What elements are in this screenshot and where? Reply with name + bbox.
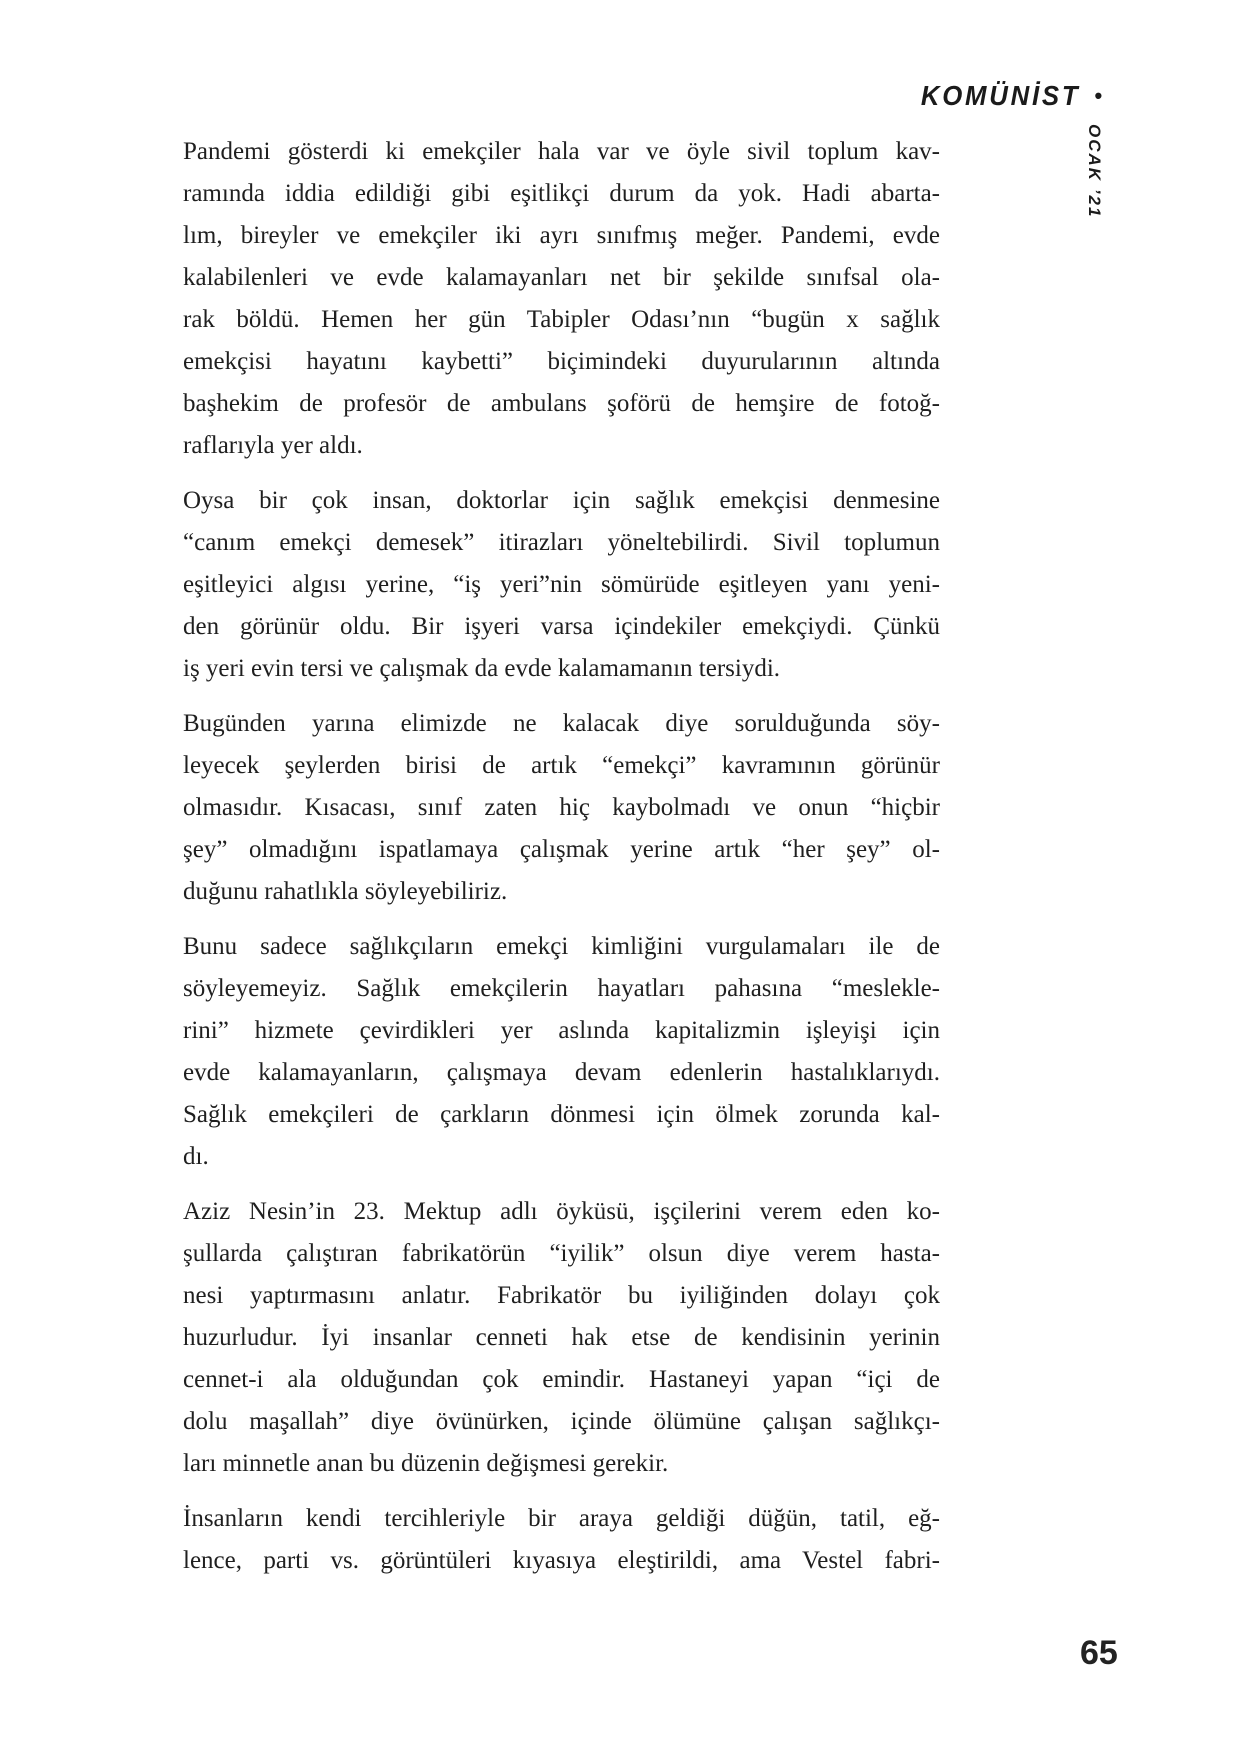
text-line: duğunu rahatlıkla söyleyebiliriz. (183, 878, 508, 905)
paragraph (183, 926, 940, 1178)
text-line: lım, bireyler ve emekçiler iki ayrı sınıfmış meğer. Pandemi, evde (183, 222, 940, 249)
text-line: leyecek şeylerden birisi de artık “emekçi” kavramının görünür (183, 752, 940, 779)
text-line: ları minnetle anan bu düzenin değişmesi gerekir. (183, 1450, 669, 1477)
text-line: eşitleyici algısı yerine, “iş yeri”nin sömürüde eşitleyen yanı yeni- (183, 571, 940, 598)
text-line: kalabilenleri ve evde kalamayanları net bir şekilde sınıfsal ola- (183, 264, 940, 291)
text-line: cennet-i ala olduğundan çok emindir. Hastaneyi yapan “içi de (183, 1366, 940, 1393)
text-line: emekçisi hayatını kaybetti” biçimindeki duyurularının altında (183, 348, 940, 375)
running-head (907, 80, 1102, 112)
paragraph (183, 131, 940, 467)
text-line: rak böldü. Hemen her gün Tabipler Odası’nın “bugün x sağlık (183, 306, 940, 333)
paragraph (183, 1498, 940, 1582)
text-line: İnsanların kendi tercihleriyle bir araya geldiği düğün, tatil, eğ- (183, 1505, 940, 1532)
text-line: iş yeri evin tersi ve çalışmak da evde kalamamanın tersiydi. (183, 655, 781, 682)
paragraph (183, 703, 940, 913)
text-line: dı. (183, 1143, 209, 1170)
text-line: dolu maşallah” diye övünürken, içinde ölümüne çalışan sağlıkçı- (183, 1408, 940, 1435)
paragraph (183, 480, 940, 690)
text-line: Bunu sadece sağlıkçıların emekçi kimliğini vurgulamaları ile de (183, 933, 940, 960)
text-line: den görünür oldu. Bir işyeri varsa içindekiler emekçiydi. Çünkü (183, 613, 940, 640)
page-number: 65 (1080, 1634, 1118, 1672)
text-line: huzurludur. İyi insanlar cenneti hak etse de kendisinin yerinin (183, 1324, 940, 1351)
text-line: söyleyemeyiz. Sağlık emekçilerin hayatları pahasına “meslekle- (183, 975, 940, 1002)
text-line: Aziz Nesin’in 23. Mektup adlı öyküsü, işçilerini verem eden ko- (183, 1198, 940, 1225)
article-body (183, 131, 940, 1595)
text-line: raflarıyla yer aldı. (183, 432, 363, 459)
text-line: lence, parti vs. görüntüleri kıyasıya eleştirildi, ama Vestel fabri- (183, 1547, 940, 1574)
text-line: şey” olmadığını ispatlamaya çalışmak yerine artık “her şey” ol- (183, 836, 940, 863)
text-line: olmasıdır. Kısacası, sınıf zaten hiç kaybolmadı ve onun “hiçbir (183, 794, 940, 821)
text-line: Bugünden yarına elimizde ne kalacak diye sorulduğunda söy- (183, 710, 940, 737)
text-line: ramında iddia edildiği gibi eşitlikçi durum da yok. Hadi abarta- (183, 180, 940, 207)
text-line: “canım emekçi demesek” itirazları yöneltebilirdi. Sivil toplumun (183, 529, 940, 556)
bullet-icon: • (1094, 83, 1102, 108)
text-line: evde kalamayanların, çalışmaya devam edenlerin hastalıklarıydı. (183, 1059, 940, 1086)
issue-label: OCAK ’21 (1085, 124, 1104, 219)
text-line: başhekim de profesör de ambulans şoförü de hemşire de fotoğ- (183, 390, 940, 417)
text-line: Oysa bir çok insan, doktorlar için sağlık emekçisi denmesine (183, 487, 940, 514)
text-line: nesi yaptırmasını anlatır. Fabrikatör bu iyiliğinden dolayı çok (183, 1282, 940, 1309)
magazine-title: KOMÜNİST (920, 80, 1081, 111)
text-line: Pandemi gösterdi ki emekçiler hala var ve öyle sivil toplum kav- (183, 138, 940, 165)
text-line: Sağlık emekçileri de çarkların dönmesi için ölmek zorunda kal- (183, 1101, 940, 1128)
text-line: rini” hizmete çevirdikleri yer aslında kapitalizmin işleyişi için (183, 1017, 940, 1044)
text-line: şullarda çalıştıran fabrikatörün “iyilik” olsun diye verem hasta- (183, 1240, 940, 1267)
paragraph (183, 1191, 940, 1485)
